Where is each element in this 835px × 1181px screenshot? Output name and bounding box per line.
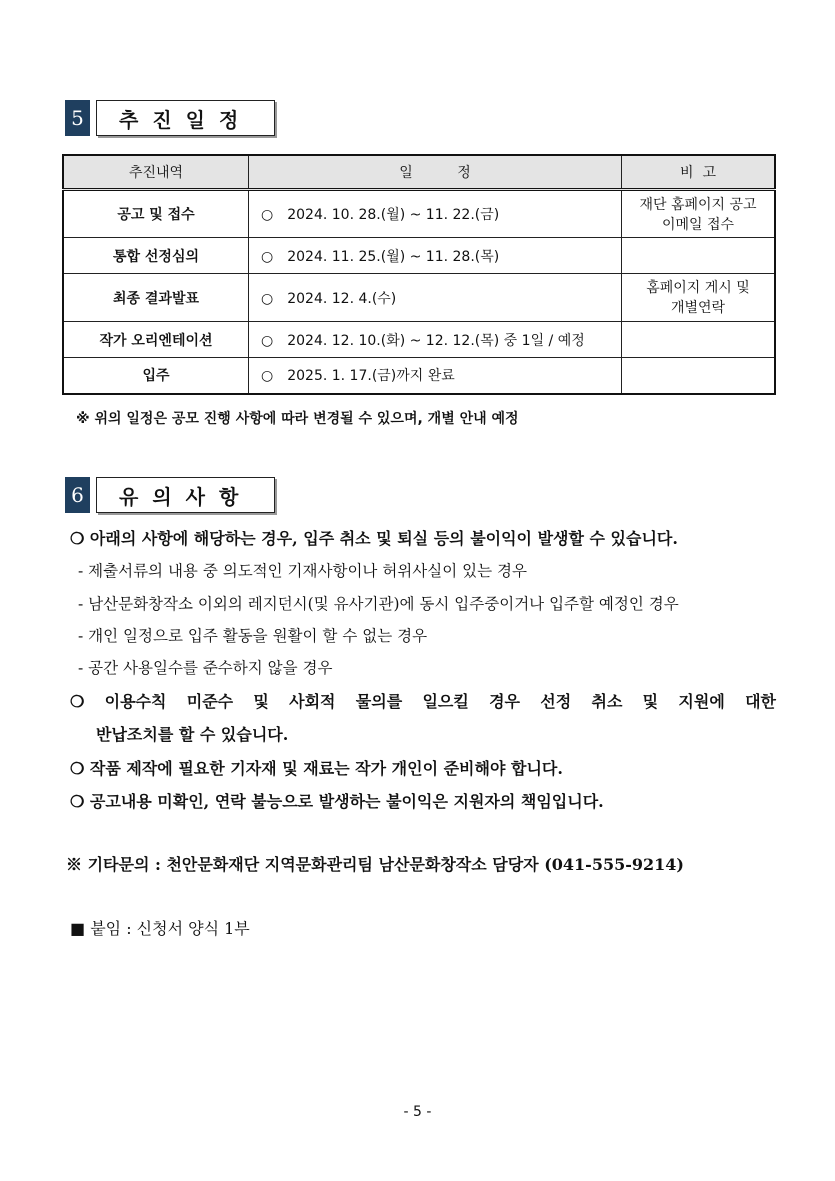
row-item: 작가 오리엔테이션 <box>63 322 249 358</box>
header-item: 추진내역 <box>63 155 249 190</box>
row-note: 홈페이지 게시 및 개별연락 <box>622 274 776 322</box>
page-number: - 5 - <box>403 1104 432 1120</box>
row-note <box>622 322 776 358</box>
table-row <box>63 238 775 274</box>
bullet-icon: ○ <box>261 290 274 307</box>
row-item: 최종 결과발표 <box>63 274 249 322</box>
row-date-cell <box>249 322 622 358</box>
notice-item: ❍ 작품 제작에 필요한 기자재 및 재료는 작가 개인이 준비해야 합니다. <box>70 759 563 778</box>
row-date: 2024. 12. 10.(화) ~ 12. 12.(목) 중 1일 / 예정 <box>287 332 585 349</box>
row-note: 재단 홈페이지 공고 이메일 접수 <box>622 190 776 238</box>
row-date: 2024. 10. 28.(월) ~ 11. 22.(금) <box>287 207 500 223</box>
row-date-cell <box>249 238 622 274</box>
row-date: 2025. 1. 17.(금)까지 완료 <box>287 368 455 385</box>
row-date-cell <box>249 358 622 394</box>
section-number: 5 <box>65 100 90 136</box>
row-item: 통합 선정심의 <box>63 238 249 274</box>
header-note: 비 고 <box>622 155 776 190</box>
notice-item: ❍ 아래의 사항에 해당하는 경우, 입주 취소 및 퇴실 등의 불이익이 발생할 수 있습니다. <box>70 529 678 548</box>
contact-info: ※ 기타문의 : 천안문화재단 지역문화관리팀 남산문화창작소 담당자 (041-555-9214) <box>66 855 684 874</box>
notice-item: ❍ 공고내용 미확인, 연락 불능으로 발생하는 불이익은 지원자의 책임입니다. <box>70 792 604 811</box>
attachment-note: ■ 붙임 : 신청서 양식 1부 <box>70 919 250 938</box>
table-header-row <box>63 155 775 190</box>
table-row <box>63 322 775 358</box>
row-date-cell <box>249 190 622 238</box>
notice-sub-item: - 공간 사용일수를 준수하지 않을 경우 <box>78 659 333 677</box>
section-5-header <box>65 100 275 136</box>
schedule-table <box>62 154 776 395</box>
row-item: 입주 <box>63 358 249 394</box>
bullet-icon: ○ <box>261 368 274 385</box>
section-title: 추진일정 <box>96 100 275 136</box>
bullet-icon: ○ <box>261 332 274 349</box>
table-row <box>63 190 775 238</box>
bullet-icon: ○ <box>261 248 274 265</box>
section-title: 유의사항 <box>96 477 275 513</box>
notice-item-continued: 반납조치를 할 수 있습니다. <box>96 725 289 744</box>
row-note <box>622 358 776 394</box>
notice-sub-item: - 개인 일정으로 입주 활동을 원활이 할 수 없는 경우 <box>78 627 428 645</box>
schedule-note: ※ 위의 일정은 공모 진행 사항에 따라 변경될 수 있으며, 개별 안내 예정 <box>76 411 519 427</box>
notice-sub-item: - 남산문화창작소 이외의 레지던시(및 유사기관)에 동시 입주중이거나 입주할 예정인 경우 <box>78 595 679 613</box>
row-date: 2024. 11. 25.(월) ~ 11. 28.(목) <box>287 248 500 265</box>
table-row <box>63 358 775 394</box>
bullet-icon: ○ <box>261 207 274 223</box>
row-item: 공고 및 접수 <box>63 190 249 238</box>
section-number: 6 <box>65 477 90 513</box>
table-row <box>63 274 775 322</box>
row-note <box>622 238 776 274</box>
notice-sub-item: - 제출서류의 내용 중 의도적인 기재사항이나 허위사실이 있는 경우 <box>78 562 527 580</box>
row-date: 2024. 12. 4.(수) <box>287 290 397 307</box>
section-6-header <box>65 477 275 513</box>
header-schedule: 일 정 <box>249 155 622 190</box>
notice-item: ❍ 이용수칙 미준수 및 사회적 물의를 일으킬 경우 선정 취소 및 지원에 대한 <box>70 692 776 711</box>
row-date-cell <box>249 274 622 322</box>
